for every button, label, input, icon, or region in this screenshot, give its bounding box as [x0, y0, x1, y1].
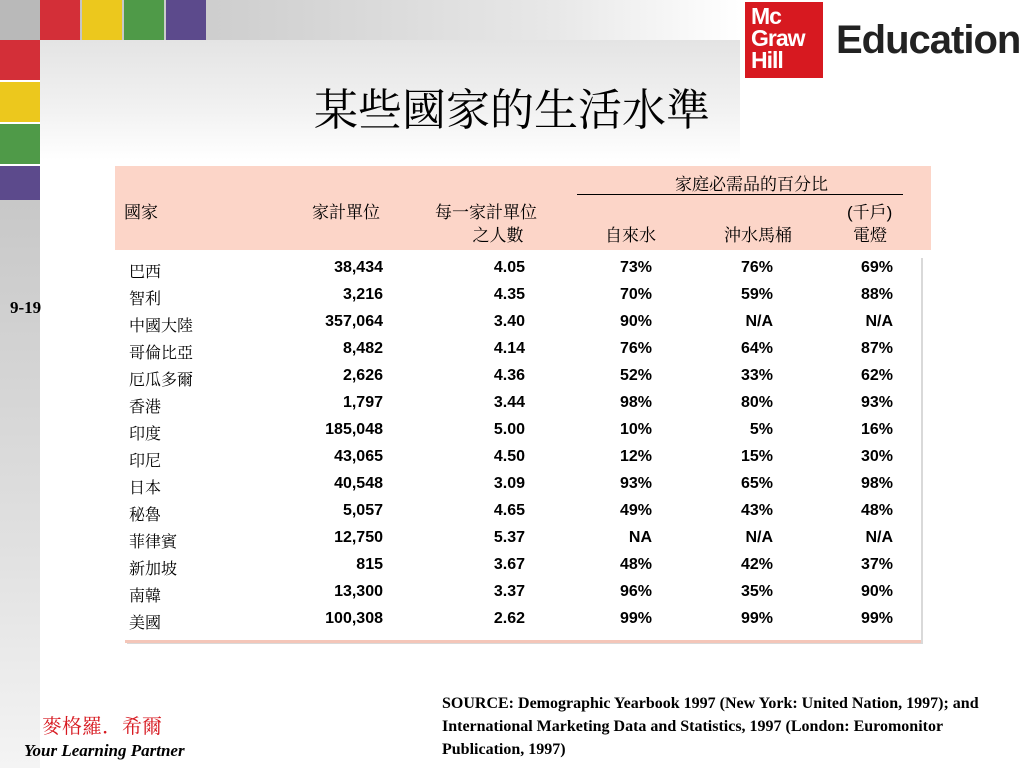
cell-people: 4.14: [493, 340, 525, 357]
cell-country: 中國大陸: [129, 318, 194, 335]
cell-water: 90%: [619, 313, 652, 330]
cell-power: 90%: [860, 583, 893, 600]
cell-country: 巴西: [129, 264, 162, 281]
cell-water: 99%: [619, 610, 652, 627]
table-row: [125, 310, 921, 337]
cell-power: 62%: [860, 367, 893, 384]
col-power: 電燈: [853, 226, 887, 245]
cell-water: 93%: [619, 475, 652, 492]
cell-toilet: 43%: [740, 502, 773, 519]
cell-toilet: 15%: [740, 448, 773, 465]
table-row: [125, 553, 921, 580]
cell-water: 73%: [619, 259, 652, 276]
cell-water: 10%: [619, 421, 652, 438]
table-row: [125, 445, 921, 472]
table-header: [115, 166, 931, 250]
col-toilet: 沖水馬桶: [724, 226, 792, 245]
cell-people: 3.67: [493, 556, 525, 573]
cell-toilet: 99%: [740, 610, 773, 627]
cell-people: 3.40: [493, 313, 525, 330]
cell-people: 3.44: [493, 394, 525, 411]
cell-water: 12%: [619, 448, 652, 465]
cell-people: 4.35: [493, 286, 525, 303]
decor-square-yellow: [82, 0, 122, 40]
table-row: [125, 580, 921, 607]
group-header-rule: [577, 194, 903, 195]
cell-power: 87%: [860, 340, 893, 357]
cell-units: 5,057: [342, 502, 383, 519]
logo-education-text: Education: [836, 18, 1021, 62]
cell-country: 南韓: [129, 588, 162, 605]
cell-units: 13,300: [334, 583, 383, 600]
table-row: [125, 283, 921, 310]
left-decor-strip: [0, 200, 40, 768]
cell-country: 印尼: [129, 453, 162, 470]
col-people-line1: 每一家計單位: [435, 203, 537, 222]
table-bottom-rule: [125, 640, 921, 643]
cell-units: 12,750: [334, 529, 383, 546]
cell-people: 4.65: [493, 502, 525, 519]
table-body: [125, 256, 921, 642]
cell-power: 48%: [860, 502, 893, 519]
table-row: [125, 418, 921, 445]
cell-power: 99%: [860, 610, 893, 627]
cell-units: 357,064: [325, 313, 383, 330]
col-country: 國家: [124, 203, 158, 222]
logo-line: Mc: [751, 3, 781, 29]
mcgraw-hill-logo: [745, 2, 823, 78]
cell-toilet: 33%: [740, 367, 773, 384]
cell-people: 4.50: [493, 448, 525, 465]
logo-line: Graw: [751, 25, 805, 51]
cell-country: 美國: [129, 615, 162, 632]
cell-water: 98%: [619, 394, 652, 411]
col-units: 家計單位: [312, 203, 380, 222]
table-row: [125, 607, 921, 634]
table-row: [125, 337, 921, 364]
cell-country: 日本: [129, 480, 162, 497]
cell-water: 52%: [619, 367, 652, 384]
cell-units: 3,216: [342, 286, 383, 303]
cell-people: 5.00: [493, 421, 525, 438]
slide-number: 9-19: [10, 298, 42, 317]
cell-toilet: 65%: [740, 475, 773, 492]
cell-units: 43,065: [334, 448, 383, 465]
cell-power: 16%: [860, 421, 893, 438]
cell-power: 93%: [860, 394, 893, 411]
cell-toilet: 5%: [749, 421, 773, 438]
table-row: [125, 391, 921, 418]
cell-power: 69%: [860, 259, 893, 276]
cell-water: 76%: [619, 340, 652, 357]
cell-people: 2.62: [493, 610, 525, 627]
cell-units: 2,626: [342, 367, 383, 384]
cell-units: 8,482: [342, 340, 383, 357]
cell-country: 厄瓜多爾: [129, 372, 194, 389]
cell-country: 印度: [129, 426, 162, 443]
living-standards-table: [115, 166, 931, 644]
cell-toilet: 64%: [740, 340, 773, 357]
unit-note: (千戶): [847, 203, 893, 222]
cell-toilet: 42%: [740, 556, 773, 573]
cell-water: 49%: [619, 502, 652, 519]
cell-power: 88%: [860, 286, 893, 303]
table-row: [125, 499, 921, 526]
decor-square-red: [40, 0, 80, 40]
col-people-line2: 之人數: [472, 226, 524, 245]
cell-water: 70%: [619, 286, 652, 303]
cell-country: 智利: [129, 291, 162, 308]
cell-people: 5.37: [493, 529, 525, 546]
cell-units: 815: [356, 556, 383, 573]
cell-country: 秘魯: [129, 507, 162, 524]
cell-toilet: N/A: [745, 529, 773, 546]
cell-water: 96%: [619, 583, 652, 600]
cell-people: 4.05: [493, 259, 525, 276]
cell-power: 98%: [860, 475, 893, 492]
cell-toilet: 59%: [740, 286, 773, 303]
decor-square-gray: [0, 0, 40, 40]
source-note: SOURCE: Demographic Yearbook 1997 (New York: United Nation, 1997); and International Marketing Data and Statistics, 1997 (London: Euromonitor Publication, 1997): [442, 695, 979, 758]
cell-water: 48%: [619, 556, 652, 573]
cell-people: 4.36: [493, 367, 525, 384]
group-header: 家庭必需品的百分比: [675, 175, 828, 194]
cell-country: 香港: [129, 399, 162, 416]
cell-people: 3.09: [493, 475, 525, 492]
table-row: [125, 256, 921, 283]
cell-units: 38,434: [334, 259, 383, 276]
cell-country: 菲律賓: [129, 534, 178, 551]
brand-tagline: Your Learning Partner: [24, 741, 185, 760]
cell-water: NA: [628, 529, 652, 546]
brand-chinese-name: 麥格羅．希爾: [42, 714, 162, 738]
cell-power: 30%: [860, 448, 893, 465]
table-row: [125, 364, 921, 391]
cell-country: 新加坡: [129, 561, 178, 578]
table-row: [125, 526, 921, 553]
cell-toilet: 80%: [740, 394, 773, 411]
slide-title: 某些國家的生活水準: [314, 85, 710, 136]
cell-toilet: N/A: [745, 313, 773, 330]
cell-people: 3.37: [493, 583, 525, 600]
cell-power: N/A: [865, 313, 893, 330]
cell-power: 37%: [860, 556, 893, 573]
cell-toilet: 76%: [740, 259, 773, 276]
cell-units: 40,548: [334, 475, 383, 492]
col-water: 自來水: [605, 226, 656, 245]
col-people: [435, 203, 537, 246]
decor-square-purple: [166, 0, 206, 40]
logo-line: Hill: [751, 47, 783, 73]
cell-units: 100,308: [325, 610, 383, 627]
cell-power: N/A: [865, 529, 893, 546]
cell-country: 哥倫比亞: [129, 345, 194, 362]
cell-units: 185,048: [325, 421, 383, 438]
cell-toilet: 35%: [740, 583, 773, 600]
cell-units: 1,797: [342, 394, 383, 411]
table-row: [125, 472, 921, 499]
decor-square-green: [124, 0, 164, 40]
